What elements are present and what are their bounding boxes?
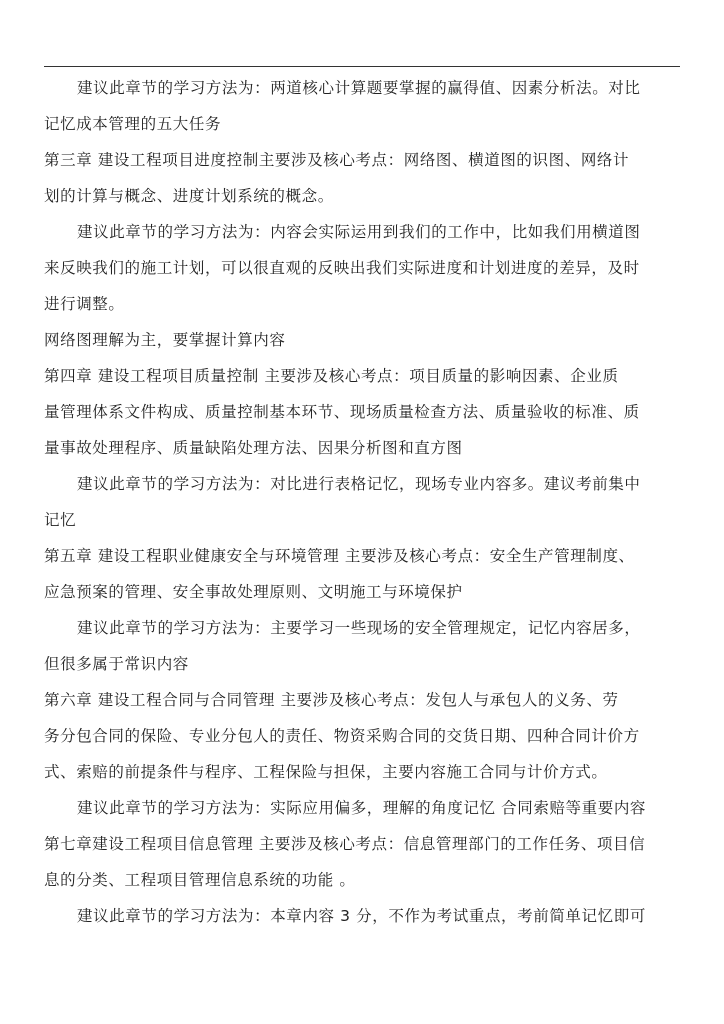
header-rule bbox=[44, 66, 680, 67]
text-line: 建议此章节的学习方法为：主要学习一些现场的安全管理规定，记忆内容居多， bbox=[77, 619, 641, 637]
text-line: 建议此章节的学习方法为：实际应用偏多，理解的角度记忆 合同索赔等重要内容 bbox=[77, 799, 647, 817]
text-line: 建议此章节的学习方法为：对比进行表格记忆，现场专业内容多。建议考前集中 bbox=[77, 475, 641, 493]
text-line: 式、索赔的前提条件与程序、工程保险与担保，主要内容施工合同与计价方式。 bbox=[44, 763, 608, 781]
text-line: 划的计算与概念、进度计划系统的概念。 bbox=[44, 187, 334, 205]
text-line: 建议此章节的学习方法为：本章内容 3 分，不作为考试重点，考前简单记忆即可 bbox=[77, 907, 646, 925]
text-line: 记忆成本管理的五大任务 bbox=[44, 115, 222, 133]
text-line: 网络图理解为主，要掌握计算内容 bbox=[44, 331, 286, 349]
chapter-heading-line: 第七章建设工程项目信息管理 主要涉及核心考点：信息管理部门的工作任务、项目信 bbox=[44, 835, 646, 853]
text-line: 应急预案的管理、安全事故处理原则、文明施工与环境保护 bbox=[44, 583, 463, 601]
text-line: 但很多属于常识内容 bbox=[44, 655, 189, 673]
text-line: 务分包合同的保险、专业分包人的责任、物资采购合同的交货日期、四种合同计价方 bbox=[44, 727, 640, 745]
text-line: 建议此章节的学习方法为：两道核心计算题要掌握的赢得值、因素分析法。对比 bbox=[77, 79, 641, 97]
chapter-heading-line: 第六章 建设工程合同与合同管理 主要涉及核心考点：发包人与承包人的义务、劳 bbox=[44, 691, 619, 709]
text-line: 量事故处理程序、质量缺陷处理方法、因果分析图和直方图 bbox=[44, 439, 463, 457]
text-line: 进行调整。 bbox=[44, 295, 125, 313]
text-line: 来反映我们的施工计划，可以很直观的反映出我们实际进度和计划进度的差异，及时 bbox=[44, 259, 640, 277]
text-line: 建议此章节的学习方法为：内容会实际运用到我们的工作中，比如我们用横道图 bbox=[77, 223, 641, 241]
text-line: 息的分类、工程项目管理信息系统的功能 。 bbox=[44, 871, 356, 889]
chapter-heading-line: 第三章 建设工程项目进度控制主要涉及核心考点：网络图、横道图的识图、网络计 bbox=[44, 151, 630, 169]
chapter-heading-line: 第五章 建设工程职业健康安全与环境管理 主要涉及核心考点：安全生产管理制度、 bbox=[44, 547, 635, 565]
text-line: 量管理体系文件构成、质量控制基本环节、现场质量检查方法、质量验收的标准、质 bbox=[44, 403, 640, 421]
document-body bbox=[44, 70, 684, 934]
text-line: 记忆 bbox=[44, 511, 77, 529]
chapter-heading-line: 第四章 建设工程项目质量控制 主要涉及核心考点：项目质量的影响因素、企业质 bbox=[44, 367, 619, 385]
